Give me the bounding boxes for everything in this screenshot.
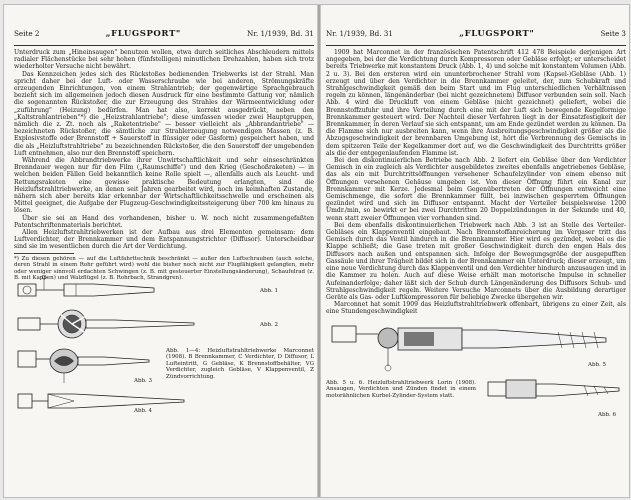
left-figure-caption: Abb. 1—4: Heizluftstrahltriebwerke Marconnet (1908). B Brennkammer, C Verdichter, D Diffusor, L Lufteintritt, G Gebläse, K Brennstoffbehälter, VG Verdichter, zugleich Gebläse, V Klappenventil, Z Zündvorrichtung.	[166, 347, 314, 381]
left-body-text	[14, 49, 314, 251]
figure-abb-6-drawing	[484, 372, 624, 412]
figure-abb-2-label: Abb. 2	[260, 321, 279, 328]
left-page-header	[14, 29, 314, 46]
figure-abb-5-drawing	[326, 318, 626, 378]
right-issue-info: Nr. 1/1939, Bd. 31	[326, 29, 393, 38]
left-page-number: Seite 2	[14, 29, 40, 38]
figure-abb-3-drawing	[14, 341, 154, 386]
right-paragraph-3: Bei dem ebenfalls diskontinuierlichen Triebwerk nach Abb. 3 ist an Stelle des Verteiler-Gebläses ein Klappenventil eingebaut. Nach Brennstoffanreicherung im Vergaser tritt das Gemisch durch das Ventil hindurch in die Brennkammer. Hier wird es gezündet, wobei es die Klappe schließt; die Gase treten mit großer Geschwindigkeit durch den engen Hals des Diffusors nach außen und entspannen sich. Infolge der Bewegungsgröße der ausgepufften Gassäule und ihrer Trägheit bildet sich in der Brennkammer ein Unterdruck; dieser erzeugt, um eine neue Verdichtung durch das Klappenventil und den Verdichter hindurch anzusaugen und in die Kammer zu holen. Auch auf diese Weise erhält man motorische Impulse in schneller Aufeinanderfolge; daher läßt sich der Schub durch Längenänderung des Diffusors Schub- und Strahlgeschwindigkeit regeln. Weitere Versuche Marconnets über die Ausbildung derartiger Geräte als Gas- oder Luftkompressoren für beliebige Zwecke übergehen wir.	[326, 221, 626, 301]
left-paragraph-3: Während die Abbrandtriebwerke ihrer Unwirtschaftlichkeit und sehr einseschränkten Brenndauer wegen nur für den Film („Raumschiffe") und den Krieg (Geschoßraketen) — in welchen beiden Fällen Geld bekanntlich keine Rolle spielt —, allenfalls auch als Leucht- und Rettungsraketen eine gewisse praktische Bedeutung erlangten, sind die Heizluftstrahltriebwerke, an denen seit Jahren gearbeitet wird, noch im keimhaften Zustande, nähern sich aber bereits klar erkennbar der Wirtschaftlichkeitsschwelle und erscheinen als Mittel geeignet, die Aufgabe der Flugzeug-Geschwindigkeitssteigerung über 700 km hinaus zu lösen.	[14, 157, 314, 215]
left-footnote: *) Zu diesen gehören — auf die Luftfahrttechnik beschränkt — außer den Luftschrauben (auch solche, deren Strahl in einem Rohr geführt wird) wohl die bisher noch nicht zur Flugfähigkeit gelangten, mehr oder weniger sinnvoll erdachten Schwingen (z. B. mit gesteuerter Einstellungsänderung), Schaufelrad (z. B. mit Kappen) und Walzflügel (z. B. Rohrbach, Strandgren).	[14, 255, 314, 282]
figure-abb-3-label: Abb. 3	[134, 377, 153, 384]
left-paragraph-5: Allen Heizluftstrahltriebwerken ist der Aufbau aus drei Elementen gemeinsam: dem Luftverdichter, der Brennkammer und dem Entspannungstrichter (Diffusor). Unterscheidbar sind sie im wesentlichen durch die Art der Verdichtung.	[14, 229, 314, 251]
right-body-text	[326, 49, 626, 316]
footnote-separator	[14, 253, 74, 254]
figure-abb-4-drawing	[14, 386, 194, 416]
left-paragraph-1: Unterdruck zum „Hineinsaugen" benutzen wollen, etwa durch seitliches Abschleudern mittels radialer Flächenstücke bei sehr hohen (fünfstelligen) minutlichen Drehzahlen, haben sich trotz wiederholter Versuche nicht bewährt.	[14, 49, 314, 71]
book-gutter	[317, 5, 321, 497]
figure-abb-5-label: Abb. 5	[588, 361, 607, 368]
left-page	[14, 5, 314, 497]
left-paragraph-2: Das Kennzeichen jedes sich des Rückstoßes bedienenden Triebwerks ist der Strahl. Man spricht daher bei der Luft- oder Wasserschraube wie bei anderen, Strömungskräfte erzeugenden Einrichtungen, von einem Strahlantrieb; der gegenwärtige Sprachgebrauch bezieht sich im allgemeinen jedoch diesen Ausdruck für eine bestimmte Gattung vor, nämlich die sogenannten Rückstoßer, die zur Erzeugung des Strahles der Wärmeentwicklung oder „zuführung" (Heizung) bedürfen. Man hat also, korrekt ausgedrückt, neben den „Kaltstrahlantrieben"*) die „Heizstrahlantriebe"; diese umfassen wieder zwei Hauptgruppen, nämlich die z. Zt. noch als „Raketentriebe" — besser vielleicht als „Abbrandantriebe" — bezeichneten Rückstoßer, die sämtliche zur Strahlerzeugung notwendigen Massen (z. B. Explosivstoffe oder Brennstoff + Sauerstoff in flüssiger oder Gasform) gespeichert haben, und die als „Heizluftstrahltriebe" zu bezeichnenden Rückstoßer, die den Sauerstoff der umgebenden Luft entnehmen, also nur den Brennstoff speichern.	[14, 70, 314, 157]
right-paragraph-2: Bei den diskontinuierlichen Betriebe nach Abb. 2 liefert ein Gebläse über den Verdichter Gemisch in ein zugleich als Verdichter ausgebildetes zweites ebenfalls angetriebenes Gebläse, das als ein mit Durchtrittsöffnungen versehener Schaufelzylinder von einem ebenso mit Öffnungen versehenen Gehäuse umgeben ist. Von dieser Öffnung führt ein Kanal zur Brennkammer mit Kerze. Jedesmal beim Gegenübertreten der Öffnungen entweicht eine Gemischmenge, die sofort die Brennkammer füllt, bei inzwischen gesperrtem Öffnungen gezündet wird und sich im Diffusor entspannt. Macht der Verteiler beispielsweise 1200 Umdr./min, so bewirkt er bei zwei Durchtritten 20 Doppelzündungen in der Sekunde und 40, wenn statt zweier Öffnungen vier vorhanden sind.	[326, 157, 626, 222]
figure-abb-2-drawing	[14, 304, 214, 344]
figure-abb-4-label: Abb. 4	[134, 407, 153, 414]
figure-abb-6-label: Abb. 6	[598, 411, 617, 418]
right-figure-area	[326, 318, 626, 428]
right-page	[326, 5, 626, 497]
right-figure-caption: Abb. 5 u. 6. Heizluftstrahltriebwerk Lorin (1908). Ansaugen, Verdichten und Zünden findet in einem motorähnlichen Kurbel-Zylinder-System statt.	[326, 379, 476, 399]
left-paragraph-4: Über sie sei an Hand des vorhandenen, bisher u. W. noch nicht zusammengefaßten Patentschriftenmaterials berichtet.	[14, 214, 314, 229]
magazine-spread	[3, 4, 630, 498]
right-page-header	[326, 29, 626, 46]
left-issue-info: Nr. 1/1939, Bd. 31	[247, 29, 314, 38]
left-figure-area	[14, 256, 314, 416]
right-paragraph-1: 1909 hat Marconnet in der französischen Patentschrift 412 478 Beispiele derjenigen Art angegeben, bei der die Verdichtung durch Kompressoren oder Gebläse erfolgt; er unterscheidet bereits Triebwerke mit konstantem Druck (Abb. 1, 4) und solche mit konstantem Volumen (Abb. 2 u. 3). Bei den ersteren wird ein ununterbrochener Strahl vom (Kapsel-)Gebläse (Abb. 1) erzeugt und über den Verdichter in die Brennkammer geleitet, der, zum Schubkraft und Strahlgeschwindigkeit gemäß den beim Start und im Flug unterschiedlichen Verhältnissen regeln zu können, längenänderbar (bei nicht gezeichnetem) Diffusor verbunden sein soll. Nach Abb. 4 wird die Druckluft von einem Gebläse (nicht gezeichnet) geliefert, wobei die Brennstoffzufuhr und ihre Verteilung durch eine mit der Luft sich bewegende Kegelformige Brennkammer gesteuert wird. Der Nachteil dieser Verfahren liegt in der Einsatzfestigkeit der Brennkammer, in deren Verlauf sie sich entspannt, um am Ende gezündet werden zu können. Da die Flamme sich nur ausbreiten kann, wenn ihre Ausbreitungsgeschwindigkeit größer als die Abzugsgeschwindigkeit der brennbaren Umgebung ist, hört die Verbrennung des Gemischs in dem spitzeren Teile der Kegelkammer dort auf, wo die Geschwindigkeit des Durchtritts größer als die der entgegenlaufenden Flamme ist.	[326, 49, 626, 157]
right-paragraph-4: Marconnet hat somit 1909 das Heizluftstrahltriebwerk offenbart, übrigens zu einer Zeit, als eine Stundengeschwindigkeit	[326, 301, 626, 316]
left-magazine-title: „FLUGSPORT"	[105, 29, 181, 39]
right-page-number: Seite 3	[600, 29, 626, 38]
figure-abb-1-label: Abb. 1	[260, 287, 279, 294]
right-magazine-title: „FLUGSPORT"	[459, 29, 535, 39]
